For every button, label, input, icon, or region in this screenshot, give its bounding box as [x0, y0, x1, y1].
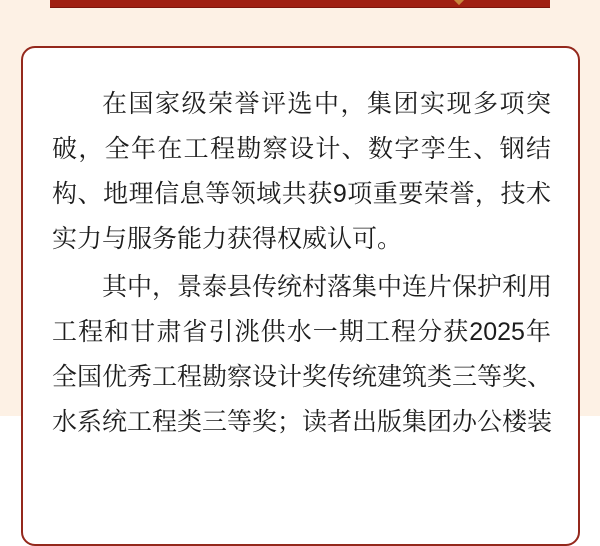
text-line: 其中，景泰县传统村落集中连片保护利用 [102, 273, 553, 301]
text-line: 破，全年在工程勘察设计、数字孪生、钢结 [52, 135, 551, 163]
text-line: 全国优秀工程勘察设计奖传统建筑类三等奖、 [52, 363, 553, 391]
text-line: 在国家级荣誉评选中，集团实现多项突 [102, 90, 551, 118]
text-line: 工程和甘肃省引洮供水一期工程分获2025年 [52, 318, 551, 346]
text-line: 水系统工程类三等奖；读者出版集团办公楼装 [52, 408, 553, 436]
paragraph-honors-summary [52, 82, 551, 262]
top-banner-bar [50, 0, 550, 8]
paragraph-award-details [52, 265, 551, 445]
content-card [21, 46, 580, 546]
text-line: 实力与服务能力获得权威认可。 [52, 225, 403, 253]
text-line: 构、地理信息等领域共获9项重要荣誉，技术 [52, 180, 551, 208]
gold-ornament-icon [452, 0, 466, 5]
